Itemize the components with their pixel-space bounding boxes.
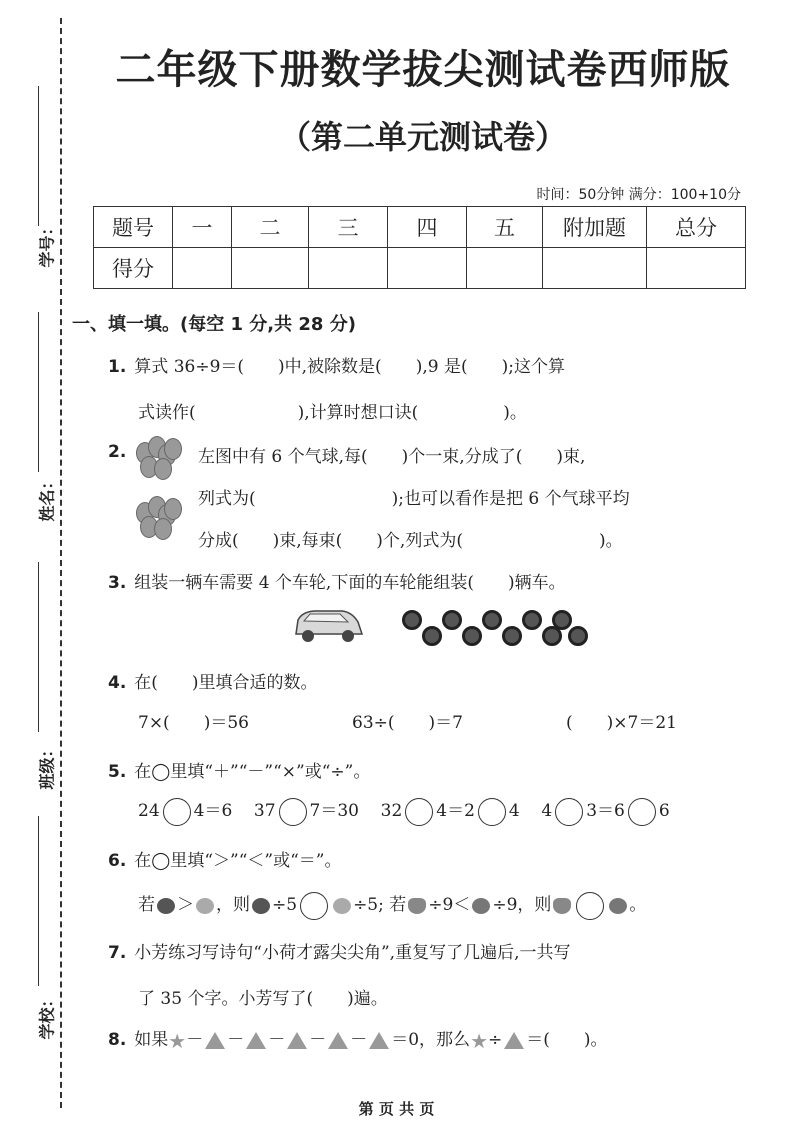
text: － bbox=[268, 1030, 286, 1050]
broccoli-icon bbox=[196, 898, 214, 914]
score-header-cell: 四 bbox=[388, 207, 467, 248]
star-icon: ★ bbox=[168, 1028, 187, 1053]
triangle-icon bbox=[369, 1032, 389, 1049]
question-text: 小芳练习写诗句“小荷才露尖尖角”,重复写了几遍后,一共写 bbox=[134, 943, 571, 963]
question-number: 6. bbox=[108, 851, 127, 871]
expr-num: 4＝2 bbox=[436, 801, 475, 821]
wheel-icon bbox=[568, 626, 588, 646]
question-1-line-2: 式读作( ),计算时想口诀( )。 bbox=[138, 403, 527, 423]
expr-num: 6 bbox=[658, 801, 670, 821]
score-header-cell: 三 bbox=[309, 207, 388, 248]
question-text: 在◯里填“＋”“－”“×”或“÷”。 bbox=[134, 762, 371, 782]
score-header-cell: 附加题 bbox=[543, 207, 647, 248]
question-number: 8. bbox=[108, 1030, 127, 1050]
triangle-icon bbox=[246, 1032, 266, 1049]
binding-sidebar bbox=[0, 0, 70, 1122]
score-cell[interactable] bbox=[647, 248, 746, 289]
answer-circle[interactable] bbox=[163, 798, 191, 826]
triangle-icon bbox=[287, 1032, 307, 1049]
star-icon: ★ bbox=[470, 1028, 488, 1053]
expr-num: 4 bbox=[541, 801, 553, 821]
school-blank bbox=[38, 816, 39, 986]
text: ÷5 bbox=[272, 895, 298, 915]
expr-num: 37 bbox=[253, 801, 276, 821]
balloon-bunch-icon bbox=[134, 436, 178, 496]
expr-num: 7＝30 bbox=[309, 801, 359, 821]
question-number: 2. bbox=[108, 442, 127, 462]
expr-num: 3＝6 bbox=[586, 801, 625, 821]
page-footer: 第 页 共 页 bbox=[358, 1100, 435, 1118]
wheel-icon bbox=[502, 626, 522, 646]
eggplant-icon bbox=[157, 898, 175, 914]
score-cell[interactable] bbox=[388, 248, 467, 289]
text: ，则 bbox=[216, 895, 250, 915]
answer-circle[interactable] bbox=[628, 798, 656, 826]
expr-num: 32 bbox=[380, 801, 403, 821]
score-cell[interactable] bbox=[309, 248, 388, 289]
score-header-cell: 五 bbox=[467, 207, 543, 248]
wheel-icon bbox=[442, 610, 462, 630]
expr-num: 4＝6 bbox=[193, 801, 233, 821]
question-5 bbox=[108, 757, 370, 782]
question-6 bbox=[108, 846, 341, 871]
question-number: 3. bbox=[108, 573, 127, 593]
page-subtitle: （第二单元测试卷） bbox=[278, 118, 567, 156]
car-icon bbox=[290, 606, 366, 646]
banana-icon bbox=[553, 898, 571, 914]
answer-circle[interactable] bbox=[300, 892, 328, 920]
question-number: 7. bbox=[108, 943, 127, 963]
question-number: 5. bbox=[108, 762, 127, 782]
wheel-icon bbox=[542, 626, 562, 646]
question-number: 1. bbox=[108, 357, 127, 377]
question-4 bbox=[108, 668, 318, 693]
apple-icon bbox=[472, 898, 490, 914]
page-title: 二年级下册数学拔尖测试卷西师版 bbox=[115, 47, 731, 93]
section-1-heading: 一、填一填。(每空 1 分,共 28 分) bbox=[72, 314, 356, 335]
answer-circle[interactable] bbox=[478, 798, 506, 826]
expr-num: 24 bbox=[138, 801, 160, 821]
text: ＝0，那么 bbox=[391, 1030, 471, 1050]
question-7 bbox=[108, 938, 571, 963]
score-header-cell: 总分 bbox=[647, 207, 746, 248]
triangle-icon bbox=[328, 1032, 348, 1049]
answer-circle[interactable] bbox=[576, 892, 604, 920]
balloon-bunch-icon bbox=[134, 496, 178, 556]
class-label: 班级： bbox=[37, 741, 57, 790]
wheel-icon bbox=[422, 626, 442, 646]
broccoli-icon bbox=[333, 898, 351, 914]
question-7-line-2: 了 35 个字。小芳写了( )遍。 bbox=[138, 989, 388, 1009]
question-2 bbox=[108, 442, 134, 462]
time-score-info: 时间：50分钟 满分：100+10分 bbox=[536, 187, 741, 203]
text: ÷9＜ bbox=[428, 895, 471, 915]
score-table-header-row bbox=[94, 207, 746, 248]
score-table-score-row bbox=[94, 248, 746, 289]
score-cell[interactable] bbox=[467, 248, 543, 289]
question-2-line-2: 列式为( );也可以看作是把 6 个气球平均 bbox=[198, 489, 630, 509]
text: 如果 bbox=[134, 1030, 169, 1050]
wheel-icon bbox=[482, 610, 502, 630]
text: 。 bbox=[629, 895, 647, 915]
question-2-line-3: 分成( )束,每束( )个,列式为( )。 bbox=[198, 531, 623, 551]
text: ÷5; 若 bbox=[353, 895, 407, 915]
score-row-label: 得分 bbox=[94, 248, 173, 289]
question-text: 在( )里填合适的数。 bbox=[134, 673, 318, 693]
score-cell[interactable] bbox=[232, 248, 309, 289]
text: － bbox=[309, 1030, 327, 1050]
answer-circle[interactable] bbox=[555, 798, 583, 826]
text: ＝( )。 bbox=[526, 1030, 608, 1050]
id-label: 学号： bbox=[37, 219, 57, 268]
question-8 bbox=[108, 1025, 608, 1053]
text: ＞ bbox=[177, 895, 194, 915]
question-text: 组装一辆车需要 4 个车轮,下面的车轮能组装( )辆车。 bbox=[134, 573, 566, 593]
banana-icon bbox=[408, 898, 426, 914]
class-blank bbox=[38, 562, 39, 732]
text: ÷9，则 bbox=[492, 895, 552, 915]
question-3 bbox=[108, 568, 566, 593]
answer-circle[interactable] bbox=[279, 798, 307, 826]
eggplant-icon bbox=[252, 898, 270, 914]
triangle-icon bbox=[205, 1032, 225, 1049]
score-header-cell: 二 bbox=[232, 207, 309, 248]
wheel-icon bbox=[462, 626, 482, 646]
expr-num: 4 bbox=[508, 801, 520, 821]
text: － bbox=[186, 1030, 204, 1050]
name-label: 姓名： bbox=[37, 473, 57, 522]
q4-expr-a: 7×( )＝56 bbox=[138, 713, 249, 733]
score-cell[interactable] bbox=[543, 248, 647, 289]
answer-circle[interactable] bbox=[405, 798, 433, 826]
name-blank bbox=[38, 312, 39, 472]
school-label: 学校： bbox=[37, 991, 57, 1040]
question-1 bbox=[108, 352, 565, 377]
score-header-cell: 一 bbox=[173, 207, 232, 248]
text: － bbox=[227, 1030, 245, 1050]
apple-icon bbox=[609, 898, 627, 914]
score-table bbox=[93, 206, 746, 289]
q4-expr-c: ( )×7＝21 bbox=[566, 713, 677, 733]
q4-expr-b: 63÷( )＝7 bbox=[352, 713, 463, 733]
wheels-group bbox=[398, 610, 588, 646]
text: ÷ bbox=[488, 1030, 503, 1050]
q5-expressions bbox=[138, 796, 670, 826]
score-cell[interactable] bbox=[173, 248, 232, 289]
question-2-line-1: 左图中有 6 个气球,每( )个一束,分成了( )束, bbox=[198, 447, 586, 467]
question-number: 4. bbox=[108, 673, 127, 693]
cut-line bbox=[60, 18, 62, 1108]
score-header-cell: 题号 bbox=[94, 207, 173, 248]
q6-expressions bbox=[138, 890, 646, 920]
question-text: 算式 36÷9＝( )中,被除数是( ),9 是( );这个算 bbox=[134, 357, 565, 377]
text: 若 bbox=[138, 895, 155, 915]
id-blank bbox=[38, 86, 39, 226]
wheel-icon bbox=[522, 610, 542, 630]
wheel-icon bbox=[402, 610, 422, 630]
text: － bbox=[350, 1030, 368, 1050]
question-text: 在◯里填“＞”“＜”或“＝”。 bbox=[134, 851, 342, 871]
triangle-icon bbox=[504, 1032, 524, 1049]
